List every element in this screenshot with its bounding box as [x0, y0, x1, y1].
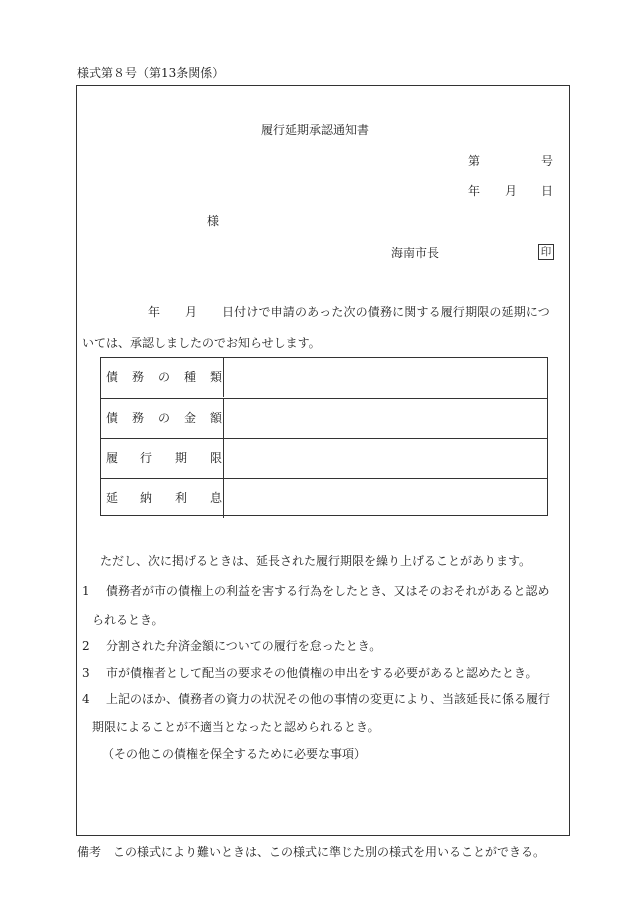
item-label-char: 利 [175, 491, 188, 505]
item-label-char: の [158, 411, 171, 425]
proviso-text: ただし、次に掲げるときは、延長された履行期限を繰り上げることがあります。 [100, 554, 532, 568]
item-label-char: 種 [184, 370, 197, 384]
condition-2-text: 分割された弁済金額についての履行を怠ったとき。 [106, 639, 382, 653]
condition-1-continuation: られるとき。 [92, 613, 164, 627]
condition-1-number: 1 [82, 584, 90, 598]
item-label-char: 期 [175, 451, 188, 465]
condition-3-number: 3 [82, 666, 90, 680]
condition-4-number: 4 [82, 692, 90, 706]
date-month-label: 月 [505, 184, 518, 198]
debt-items-table [100, 357, 548, 516]
item-label-char: 金 [184, 411, 197, 425]
item-label-char: 務 [132, 411, 145, 425]
item-row [101, 358, 547, 397]
body-text-line2: いては、承認しましたのでお知らせします。 [82, 336, 321, 350]
remarks-footnote: 備考 この様式により難いときは、この様式に準じた別の様式を用いることができる。 [77, 845, 546, 859]
item-label [101, 479, 224, 518]
form-label: 様式第８号（第13条関係） [77, 66, 225, 80]
item-label-char: の [158, 370, 171, 384]
item-label-char: 債 [106, 370, 119, 384]
item-label-char: 額 [210, 411, 223, 425]
condition-4-text: 上記のほか、債務者の資力の状況その他の事情の変更により、当該延長に係る履行 [106, 692, 551, 706]
body-text-line1: 日付けで申請のあった次の債務に関する履行期限の延期につ [222, 305, 550, 319]
item-label-char: 類 [210, 370, 223, 384]
item-label-char: 延 [106, 491, 119, 505]
condition-2-number: 2 [82, 639, 90, 653]
item-value-cell [224, 399, 547, 438]
item-row [101, 478, 547, 518]
condition-3-text: 市が債権者として配当の要求その他債権の申出をする必要があると認めたとき。 [106, 666, 538, 680]
item-label [101, 439, 224, 478]
date-year-label: 年 [468, 184, 481, 198]
body-year-label: 年 [148, 305, 161, 319]
item-value-cell [224, 439, 547, 478]
item-label-char: 息 [210, 491, 223, 505]
item-label-char: 務 [132, 370, 145, 384]
condition-1-text: 債務者が市の債権上の利益を害する行為をしたとき、又はそのおそれがあると認め [106, 584, 550, 598]
other-matters-note: （その他この債権を保全するために必要な事項） [102, 747, 367, 761]
doc-number-prefix: 第 [468, 154, 481, 168]
body-month-label: 月 [185, 305, 198, 319]
addressee-honorific: 様 [207, 214, 220, 228]
item-label-char: 債 [106, 411, 119, 425]
item-label [101, 358, 224, 397]
date-day-label: 日 [541, 184, 554, 198]
item-row [101, 398, 547, 438]
item-label [101, 399, 224, 438]
item-label-char: 納 [140, 491, 153, 505]
issuer-name: 海南市長 [391, 246, 440, 260]
item-value-cell [224, 358, 547, 397]
item-label-char: 限 [210, 451, 223, 465]
item-label-char: 行 [140, 451, 153, 465]
item-label-char: 履 [106, 451, 119, 465]
seal-mark: 印 [538, 244, 554, 260]
item-row [101, 438, 547, 478]
document-title: 履行延期承認通知書 [260, 123, 369, 137]
doc-number-suffix: 号 [541, 154, 554, 168]
item-value-cell [224, 479, 547, 518]
condition-4-continuation: 期限によることが不適当となったと認められるとき。 [92, 720, 380, 734]
